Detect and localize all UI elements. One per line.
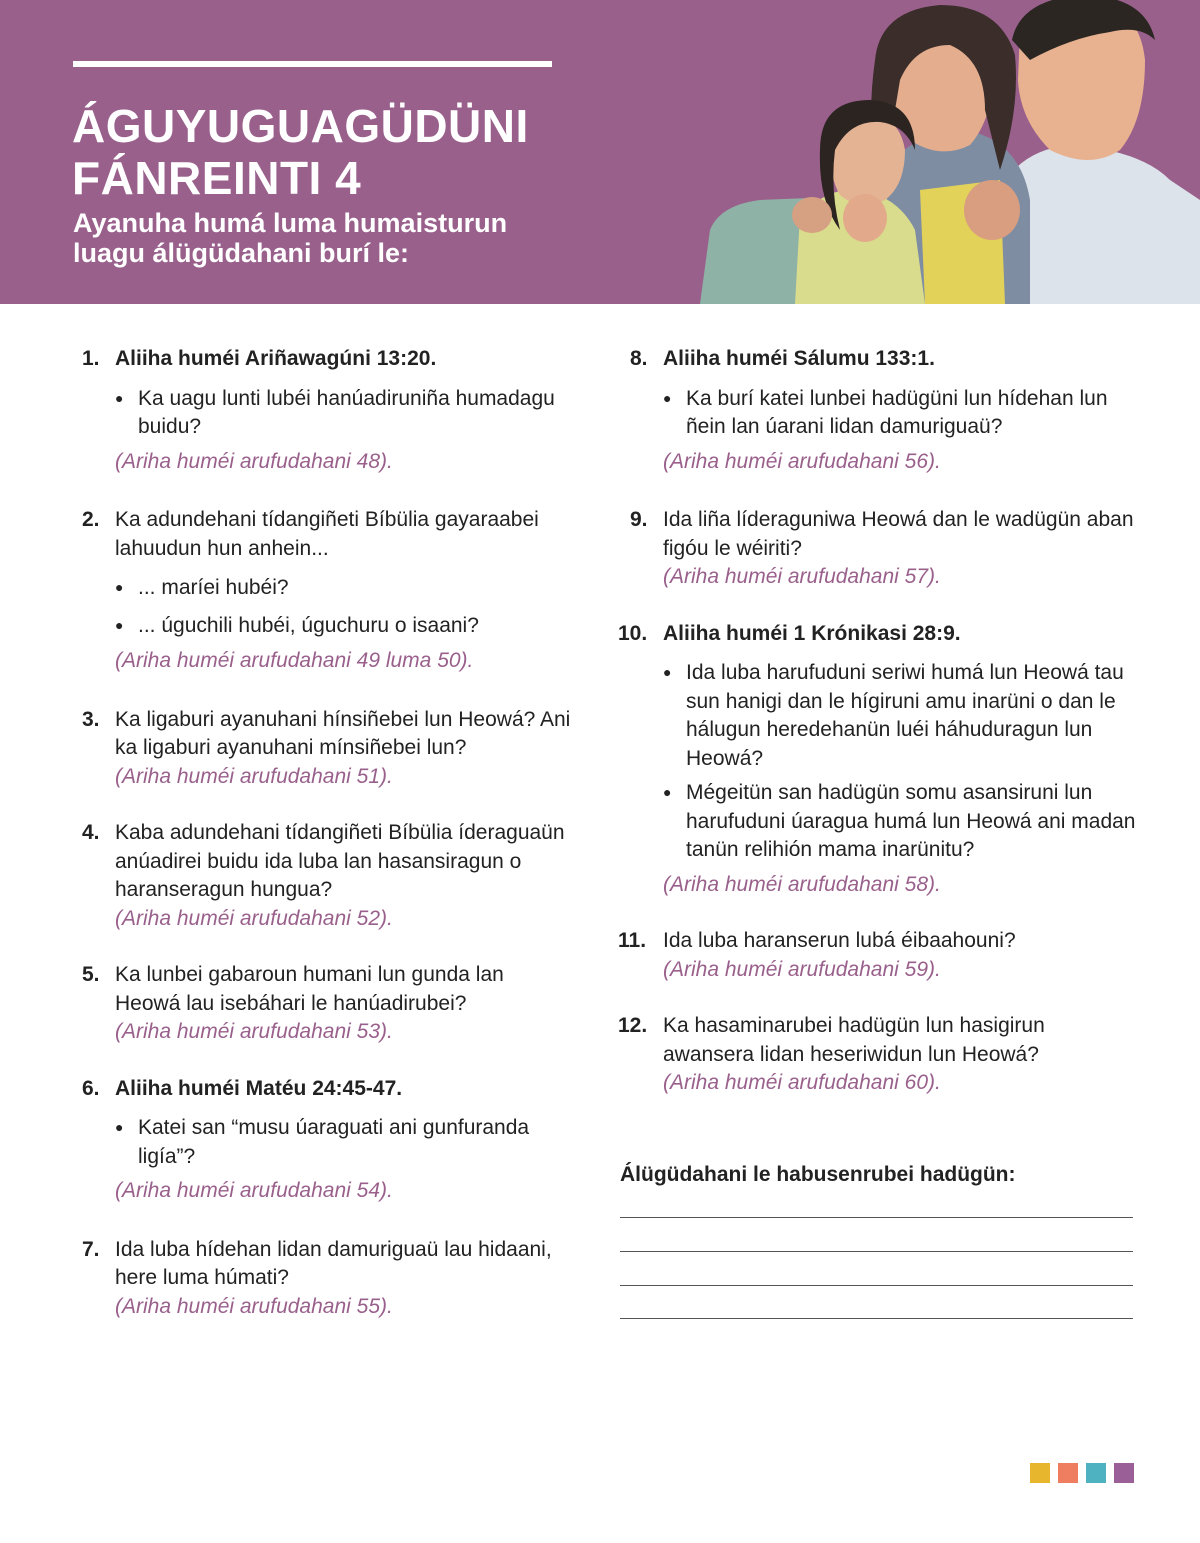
bullet-icon (663, 385, 686, 442)
bullet-list (82, 385, 572, 442)
reference-text: (Ariha huméi arufudahani 57). (663, 565, 941, 588)
bullet-icon (663, 659, 686, 773)
note-line[interactable] (620, 1285, 1133, 1286)
bullet-text: Mégeitün san hadügün somu asansiruni lun harufuduni úaragua humá lun Heowá ani madan tanün relihión mama inarünitu? (686, 781, 1136, 861)
bullet-item (115, 574, 572, 604)
reference-text: (Ariha huméi arufudahani 51). (115, 764, 393, 788)
bullet-item (663, 385, 1138, 442)
question-number: 9. (630, 508, 648, 531)
question-number: 3. (82, 707, 100, 731)
question-number: 7. (82, 1237, 100, 1261)
question-heading (82, 819, 572, 905)
bullet-text: Ka burí katei lunbei hadügüni lun hídehan lun ñein lan úarani lidan damuriguaü? (686, 386, 1108, 438)
question-item (618, 345, 1138, 476)
reference-text: (Ariha huméi arufudahani 49 luma 50). (115, 649, 474, 672)
question-number: 2. (82, 508, 100, 531)
question-number: 4. (82, 821, 100, 844)
reference-text: (Ariha huméi arufudahani 48). (115, 449, 393, 473)
reference-text: (Ariha huméi arufudahani 53). (115, 1020, 393, 1043)
questions-right-column (618, 345, 1138, 1098)
bullet-icon (115, 385, 138, 442)
color-swatch (1030, 1463, 1050, 1483)
header-rule (73, 61, 552, 67)
question-text: Ida luba haranserun lubá éibaahouni? (663, 929, 1016, 952)
question-heading (630, 345, 1138, 374)
question-text: Ka adundehani tídangiñeti Bíbülia gayaraabei lahuudun hun anhein... (115, 508, 539, 560)
question-item (82, 506, 572, 676)
color-swatch (1086, 1463, 1106, 1483)
bullet-text: ... maríei hubéi? (138, 576, 289, 599)
question-number: 5. (82, 963, 100, 986)
question-item (618, 506, 1138, 592)
bullet-list (82, 1114, 572, 1171)
question-number: 8. (630, 347, 648, 370)
reference-text: (Ariha huméi arufudahani 52). (115, 906, 393, 930)
question-text: Aliiha huméi Matéu 24:45-47. (115, 1076, 403, 1100)
page-subtitle (73, 208, 593, 268)
question-heading (82, 961, 572, 1018)
bullet-text: Katei san “musu úaraguati ani gunfuranda ligía”? (138, 1116, 530, 1168)
reference-text: (Ariha huméi arufudahani 56). (663, 449, 941, 473)
bullet-item (115, 385, 572, 442)
question-number: 12. (618, 1014, 648, 1037)
question-item (82, 345, 572, 476)
bullet-icon (115, 1114, 138, 1171)
bullet-item (115, 1114, 572, 1171)
question-item (82, 819, 572, 933)
bullet-icon (115, 612, 138, 642)
question-text: Ka hasaminarubei hadügün lun hasigirun awansera lidan heseriwidun lun Heowá? (663, 1014, 1045, 1066)
question-heading (618, 620, 1138, 649)
bullet-list (630, 385, 1138, 442)
question-number: 1. (82, 347, 100, 370)
title-line: FÁNREINTI 4 (72, 152, 362, 204)
color-swatches (1030, 1463, 1134, 1483)
question-item (82, 961, 572, 1047)
notes-heading: Álügüdahani le habusenrubei hadügün: (620, 1163, 1016, 1186)
reference-text: (Ariha huméi arufudahani 59). (663, 957, 941, 981)
bullet-list (82, 574, 572, 641)
subtitle-line: Ayanuha humá luma humaisturun (73, 208, 508, 238)
color-swatch (1114, 1463, 1134, 1483)
bullet-list (618, 659, 1138, 865)
question-text: Ida luba hídehan lidan damuriguaü lau hidaani, here luma húmati? (115, 1237, 552, 1289)
bullet-text: Ida luba harufuduni seriwi humá lun Heowá tau sun hanigi dan le hígiruni amu inarüni o dan le hálugun heredehanün luéi háhuduragun lun Heowá? (686, 661, 1124, 770)
question-item (618, 620, 1138, 900)
family-praying-illustration (700, 0, 1200, 304)
question-heading (82, 706, 572, 763)
question-item (618, 927, 1138, 984)
question-item (82, 706, 572, 792)
question-text: Aliiha huméi Sálumu 133:1. (663, 347, 935, 370)
question-heading (618, 1012, 1138, 1069)
question-heading (82, 345, 572, 374)
question-number: 10. (618, 621, 648, 645)
page-title (72, 100, 632, 204)
bullet-item (663, 779, 1138, 865)
bullet-item (663, 659, 1138, 773)
reference-text: (Ariha huméi arufudahani 55). (115, 1294, 393, 1318)
bullet-icon (115, 574, 138, 604)
question-heading (618, 927, 1138, 956)
question-text: Ka ligaburi ayanuhani hínsiñebei lun Heowá? Ani ka ligaburi ayanuhani mínsiñebei lun? (115, 707, 571, 759)
header-banner (0, 0, 1200, 304)
question-heading (82, 506, 572, 563)
reference-text: (Ariha huméi arufudahani 60). (663, 1071, 941, 1094)
question-text: Aliiha huméi 1 Krónikasi 28:9. (663, 621, 961, 645)
subtitle-line: luagu álügüdahani burí le: (73, 238, 410, 268)
question-text: Ka lunbei gabaroun humani lun gunda lan Heowá lau isebáhari le hanúadirubei? (115, 963, 504, 1015)
question-item (618, 1012, 1138, 1098)
color-swatch (1058, 1463, 1078, 1483)
reference-text: (Ariha huméi arufudahani 54). (115, 1179, 393, 1202)
question-item (82, 1075, 572, 1206)
question-text: Kaba adundehani tídangiñeti Bíbülia íderaguaün anúadirei buidu ida luba lan hasansiragun o haranseragun hungua? (115, 821, 565, 901)
question-number: 11. (618, 929, 647, 952)
bullet-text: ... úguchili hubéi, úguchuru o isaani? (138, 613, 479, 637)
note-line[interactable] (620, 1217, 1133, 1218)
note-line[interactable] (620, 1318, 1133, 1319)
question-number: 6. (82, 1076, 100, 1100)
question-text: Aliiha huméi Ariñawagúni 13:20. (115, 347, 437, 370)
question-heading (82, 1075, 572, 1104)
bullet-text: Ka uagu lunti lubéi hanúadiruniña humadagu buidu? (138, 386, 555, 438)
note-line[interactable] (620, 1251, 1133, 1252)
bullet-icon (663, 779, 686, 865)
question-text: Ida liña líderaguniwa Heowá dan le wadügün aban figóu le wéiriti? (663, 508, 1134, 560)
title-line: ÁGUYUGUAGÜDÜNI (72, 100, 529, 152)
question-heading (630, 506, 1138, 563)
bullet-item (115, 612, 572, 642)
questions-left-column (82, 345, 572, 1321)
reference-text: (Ariha huméi arufudahani 58). (663, 872, 941, 896)
question-item (82, 1236, 572, 1322)
question-heading (82, 1236, 572, 1293)
